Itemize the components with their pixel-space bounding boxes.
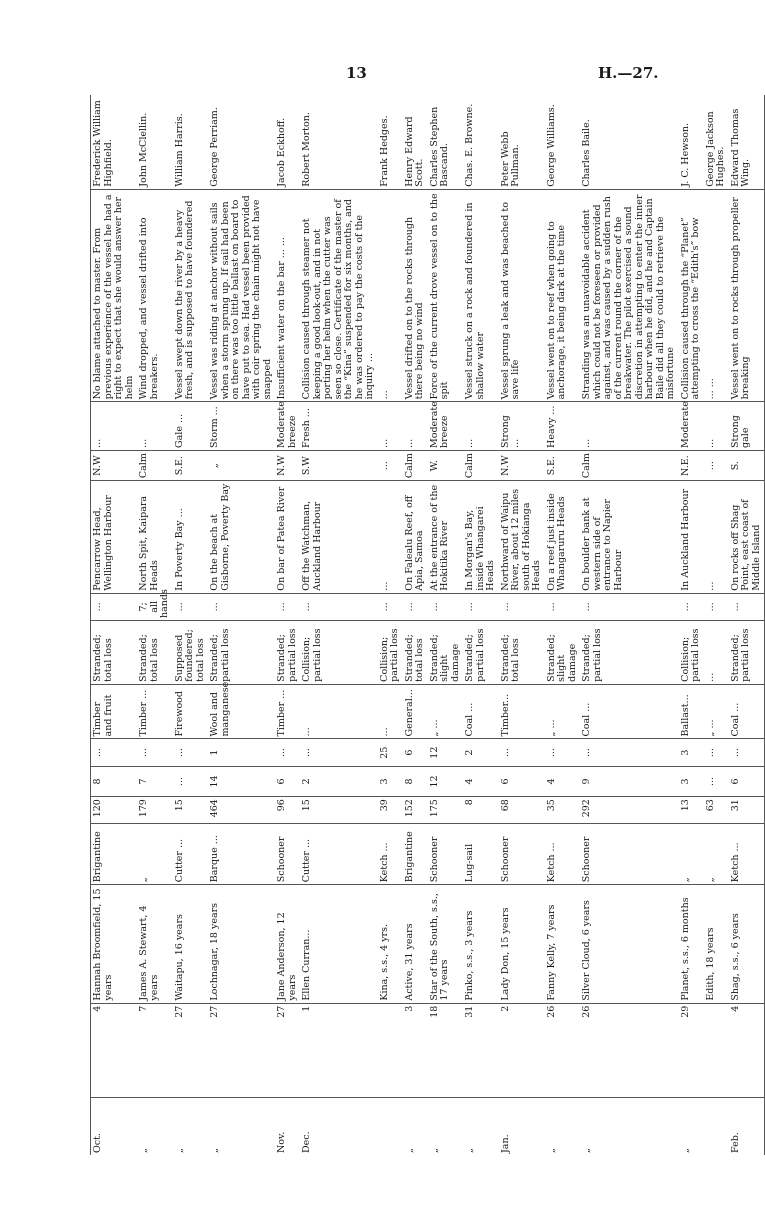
crew-cell: 7 bbox=[137, 766, 173, 796]
month-cell: „ bbox=[545, 1148, 557, 1153]
rig-cell: Brigantine bbox=[91, 824, 138, 885]
wind-force-cell: ... bbox=[403, 402, 428, 451]
place-cell: North Spit, Kaipara Heads bbox=[137, 481, 173, 593]
place-cell: In Morgan's Bay, inside Whangarei Heads bbox=[463, 481, 499, 593]
month-cell: Feb. bbox=[729, 1132, 741, 1153]
passengers-cell: ... bbox=[275, 739, 300, 766]
casualty-cell: Stranded; partial loss bbox=[208, 621, 275, 685]
page-number: 13 bbox=[346, 64, 367, 82]
cause-cell: Collision caused through the “Planet” attempting to cross the “Edith's” bow bbox=[679, 189, 704, 402]
month-cell bbox=[378, 1097, 403, 1155]
crew-cell: 3 bbox=[679, 766, 704, 796]
tonnage-cell: 15 bbox=[300, 797, 378, 824]
passengers-cell: 12 bbox=[428, 739, 464, 766]
lives-lost-cell: ... bbox=[300, 593, 378, 620]
wind-cell: N.W bbox=[275, 450, 300, 480]
cargo-cell: Timber ... bbox=[275, 684, 300, 739]
vessel-name-cell: Hannah Broomfield, 15 years bbox=[91, 885, 138, 1003]
casualty-cell: Stranded; total loss bbox=[91, 621, 138, 685]
place-cell: Northward of Waipu River, about 12 miles south of Hokianga Heads bbox=[499, 481, 545, 593]
day-cell: 2 bbox=[499, 1003, 545, 1097]
wind-cell: S.E. bbox=[545, 450, 581, 480]
wind-cell: ... bbox=[378, 450, 403, 480]
rig-cell: Cutter ... bbox=[173, 824, 209, 885]
cause-cell: ... ... bbox=[704, 189, 729, 402]
vessel-name-cell: James A. Stewart, 4 years bbox=[137, 885, 173, 1003]
casualty-cell: Supposed foundered; total loss bbox=[173, 621, 209, 685]
cargo-cell: Coal ... bbox=[580, 684, 679, 739]
table-row bbox=[378, 95, 403, 1155]
tonnage-cell: 68 bbox=[499, 797, 545, 824]
table-row bbox=[704, 95, 729, 1155]
vessel-name-cell: Star of the South, s.s., 17 years bbox=[428, 885, 464, 1003]
cause-cell: Insufficient water on the bar ... ... bbox=[275, 189, 300, 402]
vessel-name-cell: Kina, s.s., 4 yrs. bbox=[378, 885, 403, 1003]
wind-cell: Calm bbox=[137, 450, 173, 480]
lives-lost-cell: 7; all hands bbox=[137, 593, 173, 620]
table-row bbox=[580, 95, 679, 1155]
table-row bbox=[428, 95, 464, 1155]
lives-lost-cell: ... bbox=[729, 593, 765, 620]
tonnage-cell: 63 bbox=[704, 797, 729, 824]
wind-force-cell: Strong ... bbox=[499, 402, 545, 451]
day-cell bbox=[378, 1003, 403, 1097]
officer-cell: Chas. E. Browne. bbox=[463, 95, 499, 189]
casualty-table bbox=[90, 95, 765, 1155]
wind-cell: S. bbox=[729, 450, 765, 480]
rig-cell: Ketch ... bbox=[545, 824, 581, 885]
cargo-cell: Coal ... bbox=[463, 684, 499, 739]
wind-cell: W. bbox=[428, 450, 464, 480]
rig-cell: Schooner bbox=[275, 824, 300, 885]
officer-cell: Frederick William Highfield. bbox=[91, 95, 138, 189]
rig-cell: „ bbox=[679, 824, 704, 885]
table-row bbox=[499, 95, 545, 1155]
day-cell: 27 bbox=[208, 1003, 275, 1097]
table-row bbox=[545, 95, 581, 1155]
wind-force-cell: ... bbox=[91, 402, 138, 451]
vessel-name-cell: Fanny Kelly, 7 years bbox=[545, 885, 581, 1003]
passengers-cell: ... bbox=[137, 739, 173, 766]
wind-cell: Calm bbox=[463, 450, 499, 480]
officer-cell: George Jackson Hughes. bbox=[704, 95, 729, 189]
officer-cell: Robert Morton. bbox=[300, 95, 378, 189]
tonnage-cell: 13 bbox=[679, 797, 704, 824]
passengers-cell: 6 bbox=[403, 739, 428, 766]
wind-force-cell: ... bbox=[137, 402, 173, 451]
vessel-name-cell: Edith, 18 years bbox=[704, 885, 729, 1003]
vessel-name-cell: Pinko, s.s., 3 years bbox=[463, 885, 499, 1003]
lives-lost-cell: ... bbox=[403, 593, 428, 620]
cargo-cell: General... bbox=[403, 684, 428, 739]
table-row bbox=[403, 95, 428, 1155]
crew-cell: 6 bbox=[729, 766, 765, 796]
cause-cell: Vessel sprung a leak and was beached to save life bbox=[499, 189, 545, 402]
lives-lost-cell: ... bbox=[499, 593, 545, 620]
cause-cell: Collision caused through steamer not keeping a good look-out, and in not porting her helm when the cutter was seen so close. Certificate of the master of the “Kina” suspended for six months, and he was ordered to pay the costs of the inquiry ... bbox=[300, 189, 378, 402]
table-row bbox=[137, 95, 173, 1155]
lives-lost-cell: ... bbox=[580, 593, 679, 620]
casualty-cell: Stranded; partial loss bbox=[729, 621, 765, 685]
cause-cell: Vessel drifted on to the rocks through there being no wind bbox=[403, 189, 428, 402]
rig-cell: Schooner bbox=[499, 824, 545, 885]
officer-cell: John McClellin. bbox=[137, 95, 173, 189]
wind-cell: N.E. bbox=[679, 450, 704, 480]
lives-lost-cell: ... bbox=[463, 593, 499, 620]
cause-cell: Stranding was an unavoidable accident which could not be foreseen or provided against, and was caused by a sudden rush of the current round the corner of the breakwater. The pilot exercised a sound discretion in attempting to enter the inner harbour when he did, and he and Captain Baile did all they could to retrieve the misfortune bbox=[580, 189, 679, 402]
crew-cell: 3 bbox=[378, 766, 403, 796]
officer-cell: George Perriam. bbox=[208, 95, 275, 189]
table-row bbox=[173, 95, 209, 1155]
cause-cell: Vessel swept down the river by a heavy fresh, and is supposed to have foundered bbox=[173, 189, 209, 402]
crew-cell: 8 bbox=[403, 766, 428, 796]
cargo-cell: Timber and fruit bbox=[91, 684, 138, 739]
wind-force-cell: Fresh ... bbox=[300, 402, 378, 451]
crew-cell: 14 bbox=[208, 766, 275, 796]
place-cell: On the beach at Gisborne, Poverty Bay bbox=[208, 481, 275, 593]
lives-lost-cell: ... bbox=[428, 593, 464, 620]
wreck-register-table bbox=[90, 95, 762, 1155]
wind-force-cell: ... bbox=[463, 402, 499, 451]
crew-cell: 9 bbox=[580, 766, 679, 796]
casualty-cell: Stranded; partial loss bbox=[275, 621, 300, 685]
casualty-cell: ... bbox=[704, 621, 729, 685]
place-cell: On Falealu Reef, off Apia, Samoa bbox=[403, 481, 428, 593]
vessel-name-cell: Shag, s.s., 6 years bbox=[729, 885, 765, 1003]
crew-cell: ... bbox=[704, 766, 729, 796]
month-cell: Jan. bbox=[499, 1134, 511, 1153]
tonnage-cell: 31 bbox=[729, 797, 765, 824]
casualty-cell: Stranded; slight damage bbox=[545, 621, 581, 685]
wind-force-cell: ... bbox=[580, 402, 679, 451]
officer-cell: Charles Baile. bbox=[580, 95, 679, 189]
cargo-cell: Ballast... bbox=[679, 684, 704, 739]
crew-cell: 6 bbox=[499, 766, 545, 796]
lives-lost-cell: ... bbox=[173, 593, 209, 620]
document-code: H.—27. bbox=[598, 64, 659, 82]
tonnage-cell: 179 bbox=[137, 797, 173, 824]
cargo-cell: „ ... bbox=[704, 684, 729, 739]
table-row bbox=[91, 95, 138, 1155]
cargo-cell: Timber... bbox=[499, 684, 545, 739]
cause-cell: No blame attached to master. From previous experience of the vessel he had a right to expect that she would answer her helm bbox=[91, 189, 138, 402]
table-row bbox=[208, 95, 275, 1155]
wind-cell: N.W bbox=[91, 450, 138, 480]
day-cell: 18 bbox=[428, 1003, 464, 1097]
passengers-cell: ... bbox=[173, 739, 209, 766]
month-cell bbox=[704, 1097, 729, 1155]
rig-cell: Lug-sail bbox=[463, 824, 499, 885]
tonnage-cell: 152 bbox=[403, 797, 428, 824]
crew-cell: 8 bbox=[91, 766, 138, 796]
tonnage-cell: 35 bbox=[545, 797, 581, 824]
table-row bbox=[300, 95, 378, 1155]
place-cell: Pencarrow Head, Wellington Harbour bbox=[91, 481, 138, 593]
table-body bbox=[91, 95, 765, 1155]
table-row bbox=[463, 95, 499, 1155]
lives-lost-cell: ... bbox=[679, 593, 704, 620]
passengers-cell: ... bbox=[300, 739, 378, 766]
officer-cell: William Harris. bbox=[173, 95, 209, 189]
month-cell: „ bbox=[428, 1148, 440, 1153]
place-cell: On a reef just inside Whangaruru Heads bbox=[545, 481, 581, 593]
cause-cell: Vessel was riding at anchor without sails when a storm sprung up. If sail had been on there was too little ballast on board to have put to sea. Had vessel been provided with coir spring the chain might not have snapped bbox=[208, 189, 275, 402]
month-cell: Oct. bbox=[92, 1133, 103, 1153]
rig-cell: Schooner bbox=[580, 824, 679, 885]
wind-cell: S.E. bbox=[173, 450, 209, 480]
day-cell: 31 bbox=[463, 1003, 499, 1097]
wind-cell: N.W bbox=[499, 450, 545, 480]
rig-cell: Ketch ... bbox=[378, 824, 403, 885]
casualty-cell: Collision; partial loss bbox=[378, 621, 403, 685]
wind-force-cell: Moderate breeze bbox=[428, 402, 464, 451]
officer-cell: George Williams. bbox=[545, 95, 581, 189]
passengers-cell: 2 bbox=[463, 739, 499, 766]
cargo-cell: Coal ... bbox=[729, 684, 765, 739]
crew-cell: ... bbox=[173, 766, 209, 796]
day-cell: 1 bbox=[300, 1003, 378, 1097]
casualty-cell: Collision; partial loss bbox=[679, 621, 704, 685]
officer-cell: J. C. Hewson. bbox=[679, 95, 704, 189]
rig-cell: „ bbox=[137, 824, 173, 885]
place-cell: On rocks off Shag Point, east coast of Middle Island bbox=[729, 481, 765, 593]
cause-cell: Force of the current drove vessel on to the spit bbox=[428, 189, 464, 402]
passengers-cell: ... bbox=[91, 739, 138, 766]
wind-force-cell: Moderate breeze bbox=[275, 402, 300, 451]
month-cell: „ bbox=[403, 1148, 415, 1153]
passengers-cell: 25 bbox=[378, 739, 403, 766]
crew-cell: 2 bbox=[300, 766, 378, 796]
month-cell: Nov. bbox=[276, 1131, 287, 1153]
tonnage-cell: 292 bbox=[580, 797, 679, 824]
officer-cell: Frank Hedges. bbox=[378, 95, 403, 189]
table-row bbox=[679, 95, 704, 1155]
cause-cell: Vessel went on to rocks through propeller breaking bbox=[729, 189, 765, 402]
rig-cell: „ bbox=[704, 824, 729, 885]
lives-lost-cell: ... bbox=[208, 593, 275, 620]
passengers-cell: ... bbox=[545, 739, 581, 766]
cargo-cell: ... bbox=[300, 684, 378, 739]
passengers-cell: 3 bbox=[679, 739, 704, 766]
place-cell: In Poverty Bay ... bbox=[173, 481, 209, 593]
cargo-cell: Firewood bbox=[173, 684, 209, 739]
place-cell: At the entrance of the Hokitika River bbox=[428, 481, 464, 593]
lives-lost-cell: ... bbox=[545, 593, 581, 620]
passengers-cell: ... bbox=[580, 739, 679, 766]
wind-force-cell: Heavy ... bbox=[545, 402, 581, 451]
vessel-name-cell: Active, 31 years bbox=[403, 885, 428, 1003]
passengers-cell: ... bbox=[499, 739, 545, 766]
cargo-cell: ... bbox=[378, 684, 403, 739]
wind-cell: „ bbox=[208, 450, 275, 480]
vessel-name-cell: Waitapu, 16 years bbox=[173, 885, 209, 1003]
wind-cell: ... bbox=[704, 450, 729, 480]
crew-cell: 6 bbox=[275, 766, 300, 796]
day-cell: 3 bbox=[403, 1003, 428, 1097]
crew-cell: 4 bbox=[463, 766, 499, 796]
casualty-cell: Stranded; slight damage bbox=[428, 621, 464, 685]
month-cell: Dec. bbox=[301, 1131, 312, 1153]
day-cell: 27 bbox=[173, 1003, 209, 1097]
wind-force-cell: Strong gale bbox=[729, 402, 765, 451]
wind-force-cell: Storm ... bbox=[208, 402, 275, 451]
tonnage-cell: 39 bbox=[378, 797, 403, 824]
rig-cell: Schooner bbox=[428, 824, 464, 885]
day-cell: 4 bbox=[729, 1003, 765, 1097]
rig-cell: Brigantine bbox=[403, 824, 428, 885]
month-cell: „ bbox=[173, 1148, 185, 1153]
crew-cell: 12 bbox=[428, 766, 464, 796]
cause-cell: Vessel went on to reef when going to anchorage, it being dark at the time bbox=[545, 189, 581, 402]
cargo-cell: Timber ... bbox=[137, 684, 173, 739]
cargo-cell: Wool and manganese bbox=[208, 684, 275, 739]
place-cell: ... bbox=[378, 481, 403, 593]
wind-force-cell: Gale ... bbox=[173, 402, 209, 451]
day-cell bbox=[704, 1003, 729, 1097]
tonnage-cell: 8 bbox=[463, 797, 499, 824]
month-cell: „ bbox=[464, 1148, 475, 1153]
day-cell: 27 bbox=[275, 1003, 300, 1097]
place-cell: On boulder bank at western side of entrance to Napier Harbour bbox=[580, 481, 679, 593]
vessel-name-cell: Lady Don, 15 years bbox=[499, 885, 545, 1003]
tonnage-cell: 120 bbox=[91, 797, 138, 824]
officer-cell: Henry Edward Scott. bbox=[403, 95, 428, 189]
wind-force-cell: ... bbox=[704, 402, 729, 451]
tonnage-cell: 175 bbox=[428, 797, 464, 824]
wind-cell: Calm bbox=[403, 450, 428, 480]
vessel-name-cell: Jane Anderson, 12 years bbox=[275, 885, 300, 1003]
vessel-name-cell: Ellen Curran... bbox=[300, 885, 378, 1003]
table-row bbox=[729, 95, 765, 1155]
casualty-cell: Stranded; total loss bbox=[499, 621, 545, 685]
day-cell: 7 bbox=[137, 1003, 173, 1097]
officer-cell: Peter Webb Pullman. bbox=[499, 95, 545, 189]
day-cell: 4 bbox=[91, 1003, 138, 1097]
wind-force-cell: Moderate bbox=[679, 402, 704, 451]
month-cell: „ bbox=[138, 1148, 149, 1153]
casualty-cell: Stranded; partial loss bbox=[463, 621, 499, 685]
tonnage-cell: 15 bbox=[173, 797, 209, 824]
lives-lost-cell: ... bbox=[704, 593, 729, 620]
casualty-cell: Stranded; total loss bbox=[137, 621, 173, 685]
vessel-name-cell: Planet, s.s., 6 months bbox=[679, 885, 704, 1003]
vessel-name-cell: Silver Cloud, 6 years bbox=[580, 885, 679, 1003]
place-cell: ... bbox=[704, 481, 729, 593]
table-row bbox=[275, 95, 300, 1155]
vessel-name-cell: Lochnagar, 18 years bbox=[208, 885, 275, 1003]
day-cell: 26 bbox=[545, 1003, 581, 1097]
cause-cell: Wind dropped, and vessel drifted into breakers. bbox=[137, 189, 173, 402]
casualty-cell: Stranded; total loss bbox=[403, 621, 428, 685]
casualty-cell: Collision; partial loss bbox=[300, 621, 378, 685]
casualty-cell: Stranded; partial loss bbox=[580, 621, 679, 685]
officer-cell: Edward Thomas Wing. bbox=[729, 95, 765, 189]
rig-cell: Cutter ... bbox=[300, 824, 378, 885]
passengers-cell: ... bbox=[729, 739, 765, 766]
place-cell: On bar of Patea River bbox=[275, 481, 300, 593]
place-cell: In Auckland Harbour bbox=[679, 481, 704, 593]
crew-cell: 4 bbox=[545, 766, 581, 796]
rig-cell: Ketch ... bbox=[729, 824, 765, 885]
month-cell: „ bbox=[679, 1148, 691, 1153]
cargo-cell: „ ... bbox=[545, 684, 581, 739]
officer-cell: Jacob Eckhoff. bbox=[275, 95, 300, 189]
cause-cell: Vessel struck on a rock and foundered in shallow water bbox=[463, 189, 499, 402]
rig-cell: Barque ... bbox=[208, 824, 275, 885]
day-cell: 29 bbox=[679, 1003, 704, 1097]
lives-lost-cell: ... bbox=[378, 593, 403, 620]
officer-cell: Charles Stephen Bascand. bbox=[428, 95, 464, 189]
lives-lost-cell: ... bbox=[91, 593, 138, 620]
passengers-cell: 1 bbox=[208, 739, 275, 766]
month-cell: „ bbox=[209, 1148, 220, 1153]
cargo-cell: „ ... bbox=[428, 684, 464, 739]
lives-lost-cell: ... bbox=[275, 593, 300, 620]
month-cell: „ bbox=[581, 1148, 592, 1153]
wind-cell: S.W bbox=[300, 450, 378, 480]
wind-cell: Calm bbox=[580, 450, 679, 480]
day-cell: 26 bbox=[580, 1003, 679, 1097]
tonnage-cell: 464 bbox=[208, 797, 275, 824]
tonnage-cell: 96 bbox=[275, 797, 300, 824]
wind-force-cell: ... bbox=[378, 402, 403, 451]
place-cell: Off the Watchman, Auckland Harbour bbox=[300, 481, 378, 593]
passengers-cell: ... bbox=[704, 739, 729, 766]
cause-cell: ... bbox=[378, 189, 403, 402]
